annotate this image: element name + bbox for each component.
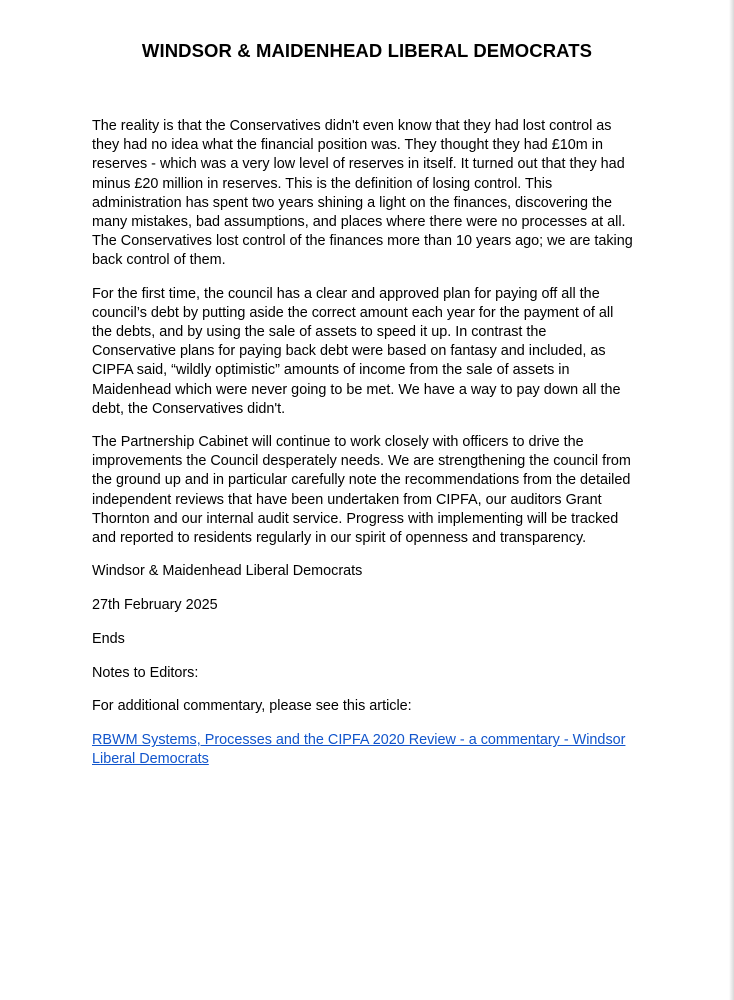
commentary-link-line[interactable]: Liberal Democrats (92, 751, 209, 768)
paragraph-line: debt, the Conservatives didn't. (92, 400, 286, 417)
paragraph-line: back control of them. (92, 252, 226, 269)
signature: Windsor & Maidenhead Liberal Democrats (92, 563, 363, 580)
date: 27th February 2025 (92, 597, 218, 614)
document-body (92, 117, 652, 784)
commentary-link-line[interactable]: RBWM Systems, Processes and the CIPFA 2020 Review - a commentary - Windsor (92, 732, 626, 749)
page-edge-shadow (729, 0, 734, 1000)
paragraph-line: CIPFA said, “wildly optimistic” amounts of income from the sale of assets in (92, 362, 570, 379)
paragraph-line: the ground up and in particular carefully note the recommendations from the detailed (92, 472, 631, 489)
notes-to-editors-heading: Notes to Editors: (92, 664, 199, 681)
paragraph-line: The Partnership Cabinet will continue to work closely with officers to drive the (92, 434, 584, 451)
ends-marker: Ends (92, 630, 125, 647)
paragraph-line: administration has spent two years shining a light on the finances, discovering the (92, 194, 612, 211)
document-title: WINDSOR & MAIDENHEAD LIBERAL DEMOCRATS (141, 40, 593, 61)
paragraph-line: Maidenhead which were never going to be met. We have a way to pay down all the (92, 381, 621, 398)
paragraph-line: reserves - which was a very low level of reserves in itself. It turned out that they had (92, 156, 625, 173)
paragraph-line: For the first time, the council has a clear and approved plan for paying off all the (92, 285, 600, 302)
paragraph-line: the debts, and by using the sale of assets to speed it up. In contrast the (92, 324, 547, 341)
commentary-intro: For additional commentary, please see this article: (92, 698, 412, 715)
paragraph-line: many mistakes, bad assumptions, and places where there were no processes at all. (92, 214, 626, 231)
paragraph-debt-plan (92, 285, 652, 419)
paragraph-line: The reality is that the Conservatives didn't even know that they had lost control as (92, 118, 612, 134)
paragraph-line: Conservative plans for paying back debt were based on fantasy and included, as (92, 343, 606, 360)
paragraph-line: improvements the Council desperately needs. We are strengthening the council from (92, 453, 631, 470)
paragraph-partnership-cabinet (92, 433, 652, 548)
paragraph-line: council’s debt by putting aside the correct amount each year for the payment of all (92, 304, 614, 321)
paragraph-line: minus £20 million in reserves. This is the definition of losing control. This (92, 175, 553, 192)
paragraph-reality (92, 117, 652, 271)
paragraph-line: The Conservatives lost control of the finances more than 10 years ago; we are taking (92, 233, 633, 250)
paragraph-line: Thornton and our internal audit service. Progress with implementing will be tracked (92, 510, 619, 527)
paragraph-line: they had no idea what the financial position was. They thought they had £10m in (92, 137, 603, 154)
commentary-link[interactable] (92, 731, 652, 769)
paragraph-line: and reported to residents regularly in our spirit of openness and transparency. (92, 530, 587, 547)
paragraph-line: independent reviews that have been undertaken from CIPFA, our auditors Grant (92, 491, 602, 508)
